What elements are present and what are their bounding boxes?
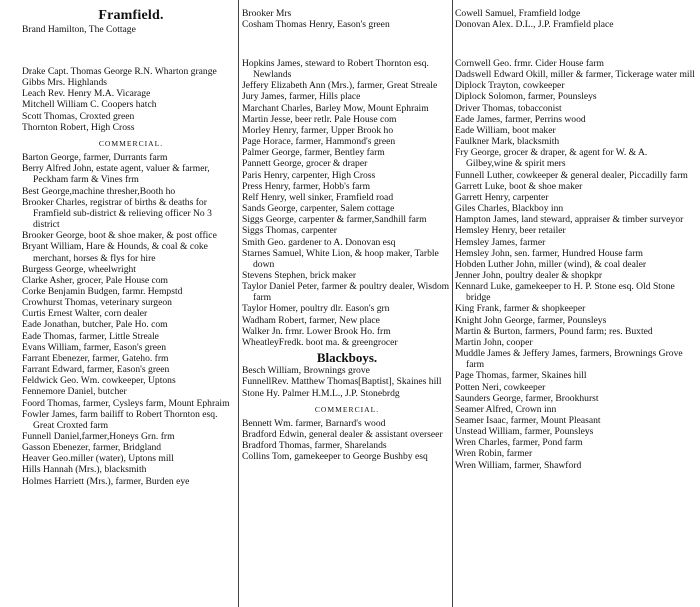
directory-entry: Brooker Charles, registrar of births & deaths for Framfield sub-district & relieving officer No 3 district	[22, 196, 212, 231]
directory-entry: Mitchell William C. Coopers hatch	[22, 99, 157, 111]
directory-entry: Jury James, farmer, Hills place	[242, 91, 361, 103]
header-entry: Cowell Samuel, Framfield lodge	[455, 8, 581, 19]
column-3-body	[455, 58, 695, 471]
directory-entry: Fennemore Daniel, butcher	[22, 386, 127, 398]
private-list	[22, 66, 240, 133]
directory-entry: Berry Alfred John, estate agent, valuer & farmer, Peckham farm & Vines frm	[22, 163, 210, 186]
directory-entry: Fry George, grocer & draper, & agent for W. & A. Gilbey,wine & spirit mers	[455, 147, 648, 170]
column-divider	[452, 0, 453, 607]
directory-entry: Jeffery Elizabeth Ann (Mrs.), farmer, Great Streale	[242, 80, 438, 92]
directory-entry: Gasson Ebenezer, farmer, Bridgland	[22, 442, 162, 454]
directory-entry: Dadswell Edward Okill, miller & farmer, Tickerage water mill	[455, 69, 695, 81]
directory-entry: Drake Capt. Thomas George R.N. Wharton grange	[22, 66, 217, 77]
directory-entry: Gibbs Mrs. Highlands	[22, 77, 108, 89]
directory-entry: WheatleyFredk. boot ma. & greengrocer	[242, 336, 398, 348]
directory-entry: Jenner John, poultry dealer & shopkpr	[455, 269, 603, 281]
directory-entry: Giles Charles, Blackboy inn	[455, 203, 564, 215]
directory-entry: Garrett Henry, carpenter	[455, 191, 549, 203]
directory-entry: Martin Jesse, beer retlr. Pale House com	[242, 113, 397, 125]
directory-entry: Foord Thomas, farmer, Cysleys farm, Mount Ephraim	[22, 397, 230, 409]
directory-entry: Wren Robin, farmer	[455, 448, 533, 460]
directory-entry: Potten Neri, cowkeeper	[455, 381, 546, 393]
directory-entry: Muddle James & Jeffery James, farmers, Brownings Grove farm	[455, 348, 683, 371]
directory-entry: Siggs Thomas, carpenter	[242, 225, 337, 237]
directory-entry: Eade Jonathan, butcher, Pale Ho. com	[22, 319, 168, 331]
directory-entry: Funnell Luther, cowkeeper & general dealer, Piccadilly farm	[455, 169, 688, 181]
directory-entry: Diplock Trayton, cowkeeper	[455, 80, 565, 92]
directory-entry: Unstead William, farmer, Pounsleys	[455, 426, 594, 438]
column-1-body	[22, 66, 240, 487]
directory-entry: Hobden Luther John, miller (wind), & coal dealer	[455, 258, 647, 270]
directory-entry: Taylor Homer, poultry dlr. Eason's grn	[242, 303, 390, 315]
directory-entry: Hemsley John, sen. farmer, Hundred House farm	[455, 247, 643, 259]
place-title: Framfield.	[98, 8, 164, 23]
column-3-header	[455, 0, 695, 58]
directory-entry: Stevens Stephen, brick maker	[242, 269, 357, 281]
column-1	[22, 0, 240, 487]
directory-entry: Clarke Asher, grocer, Pale House com	[22, 274, 169, 286]
directory-entry: Marchant Charles, Barley Mow, Mount Ephraim	[242, 102, 429, 114]
column-1-header	[22, 8, 240, 66]
entries-list	[455, 58, 695, 471]
directory-entry: Feldwick Geo. Wm. cowkeeper, Uptons	[22, 375, 176, 387]
directory-entry: Paris Henry, carpenter, High Cross	[242, 169, 376, 181]
directory-entry: Sands George, carpenter, Salem cottage	[242, 203, 395, 215]
directory-entry: Corke Benjamin Budgen, farmr. Hempstd	[22, 285, 183, 297]
directory-entry: Leach Rev. Henry M.A. Vicarage	[22, 88, 151, 100]
directory-entry: Press Henry, farmer, Hobb's farm	[242, 180, 371, 192]
directory-entry: Heaver Geo.miller (water), Uptons mill	[22, 453, 174, 465]
private-list	[242, 365, 452, 398]
directory-entry: Hemsley James, farmer	[455, 236, 546, 248]
directory-entry: Scott Thomas, Croxted green	[22, 110, 135, 122]
directory-entry: Kennard Luke, gamekeeper to H. P. Stone esq. Old Stone bridge	[455, 281, 675, 304]
directory-entry: Burgess George, wheelwright	[22, 263, 136, 275]
directory-entry: Martin John, cooper	[455, 336, 533, 348]
directory-entry: Seamer Alfred, Crown inn	[455, 403, 557, 415]
directory-entry: Eade William, boot maker	[455, 124, 556, 136]
directory-entry: Palmer George, farmer, Bentley farm	[242, 147, 385, 159]
directory-entry: Stone Hy. Palmer H.M.L., J.P. Stonebrdg	[242, 387, 400, 399]
directory-entry: Bradford Edwin, general dealer & assistant overseer	[242, 429, 443, 440]
directory-entry: Farrant Edward, farmer, Eason's green	[22, 364, 170, 376]
directory-entry: Eade James, farmer, Perrins wood	[455, 113, 586, 125]
entries-list	[242, 58, 452, 348]
directory-entry: Seamer Isaac, farmer, Mount Pleasant	[455, 415, 601, 426]
directory-entry: Hemsley Henry, beer retailer	[455, 225, 566, 237]
directory-entry: Wren William, farmer, Shawford	[455, 459, 582, 471]
header-entry: Donovan Alex. D.L., J.P. Framfield place	[455, 19, 614, 30]
directory-entry: Morley Henry, farmer, Upper Brook ho	[242, 124, 394, 136]
directory-entry: Holmes Harriett (Mrs.), farmer, Burden eye	[22, 475, 190, 487]
directory-entry: Thornton Robert, High Cross	[22, 121, 135, 133]
directory-entry: Eade Thomas, farmer, Little Streale	[22, 330, 159, 342]
header-entry: Cosham Thomas Henry, Eason's green	[242, 19, 390, 30]
directory-entry: Saunders George, farmer, Brookhurst	[455, 392, 599, 404]
directory-entry: Brooker George, boot & shoe maker, & post office	[22, 230, 217, 242]
directory-entry: Wadham Robert, farmer, New place	[242, 314, 380, 326]
directory-entry: Hampton James, land steward, appraiser & timber surveyor	[455, 214, 684, 226]
commercial-heading: COMMERCIAL.	[314, 404, 380, 414]
directory-entry: Besch William, Brownings grove	[242, 365, 370, 377]
directory-entry: Bradford Thomas, farmer, Sharelands	[242, 440, 387, 452]
column-2-body	[242, 58, 452, 462]
directory-entry: Funnell Daniel,farmer,Honeys Grn. frm	[22, 431, 175, 442]
directory-entry: Diplock Solomon, farmer, Pounsleys	[455, 91, 597, 103]
directory-entry: Best George,machine thresher,Booth ho	[22, 185, 176, 197]
directory-entry: Relf Henry, well sinker, Framfield road	[242, 191, 394, 203]
directory-entry: Cornwell Geo. frmr. Cider House farm	[455, 58, 604, 69]
directory-entry: Bryant William, Hare & Hounds, & coal & coke merchant, horses & flys for hire	[22, 241, 208, 264]
directory-entry: Faulkner Mark, blacksmith	[455, 136, 560, 148]
section-title: Blackboys.	[316, 350, 378, 366]
directory-entry: Walker Jn. frmr. Lower Brook Ho. frm	[242, 325, 391, 337]
directory-entry: Collins Tom, gamekeeper to George Bushby esq	[242, 451, 428, 463]
column-2	[242, 0, 452, 462]
directory-entry: Fowler James, farm bailiff to Robert Thornton esq. Great Croxted farm	[22, 408, 218, 431]
directory-entry: Smith Geo. gardener to A. Donovan esq	[242, 236, 396, 248]
directory-entry: Curtis Ernest Walter, corn dealer	[22, 308, 148, 320]
directory-entry: Martin & Burton, farmers, Pound farm; res. Buxted	[455, 325, 653, 337]
directory-entry: Evans William, farmer, Eason's green	[22, 341, 167, 353]
commercial-list	[22, 152, 240, 487]
directory-entry: Crowhurst Thomas, veterinary surgeon	[22, 297, 172, 309]
commercial-list	[242, 418, 452, 463]
commercial-heading: COMMERCIAL.	[98, 138, 164, 148]
directory-entry: Pannett George, grocer & draper	[242, 158, 368, 170]
directory-entry: Knight John George, farmer, Pounsleys	[455, 314, 607, 326]
directory-entry: Hills Hannah (Mrs.), blacksmith	[22, 464, 147, 476]
directory-entry: FunnellRev. Matthew Thomas[Baptist], Skaines hill	[242, 376, 442, 388]
directory-entry: Bennett Wm. farmer, Barnard's wood	[242, 417, 386, 429]
directory-entry: Starnes Samuel, White Lion, & hoop maker, Tarble down	[242, 247, 439, 270]
directory-entry: Farrant Ebenezer, farmer, Gateho. frm	[22, 352, 169, 364]
column-3	[455, 0, 695, 471]
header-entry: Brooker Mrs	[242, 8, 292, 19]
directory-entry: Garrett Luke, boot & shoe maker	[455, 180, 583, 192]
directory-entry: Taylor Daniel Peter, farmer & poultry dealer, Wisdom farm	[242, 281, 450, 304]
directory-entry: Driver Thomas, tobacconist	[455, 102, 562, 114]
directory-entry: Page Thomas, farmer, Skaines hill	[455, 370, 587, 382]
directory-entry: King Frank, farmer & shopkeeper	[455, 303, 586, 315]
header-entry: Brand Hamilton, The Cottage	[22, 24, 136, 35]
directory-entry: Hopkins James, steward to Robert Thornton esq. Newlands	[242, 58, 429, 81]
directory-entry: Barton George, farmer, Durrants farm	[22, 152, 168, 164]
directory-entry: Siggs George, carpenter & farmer,Sandhill farm	[242, 214, 427, 226]
directory-entry: Wren Charles, farmer, Pond farm	[455, 437, 583, 449]
directory-entry: Page Horace, farmer, Hammond's green	[242, 136, 396, 148]
column-2-header	[242, 0, 452, 58]
